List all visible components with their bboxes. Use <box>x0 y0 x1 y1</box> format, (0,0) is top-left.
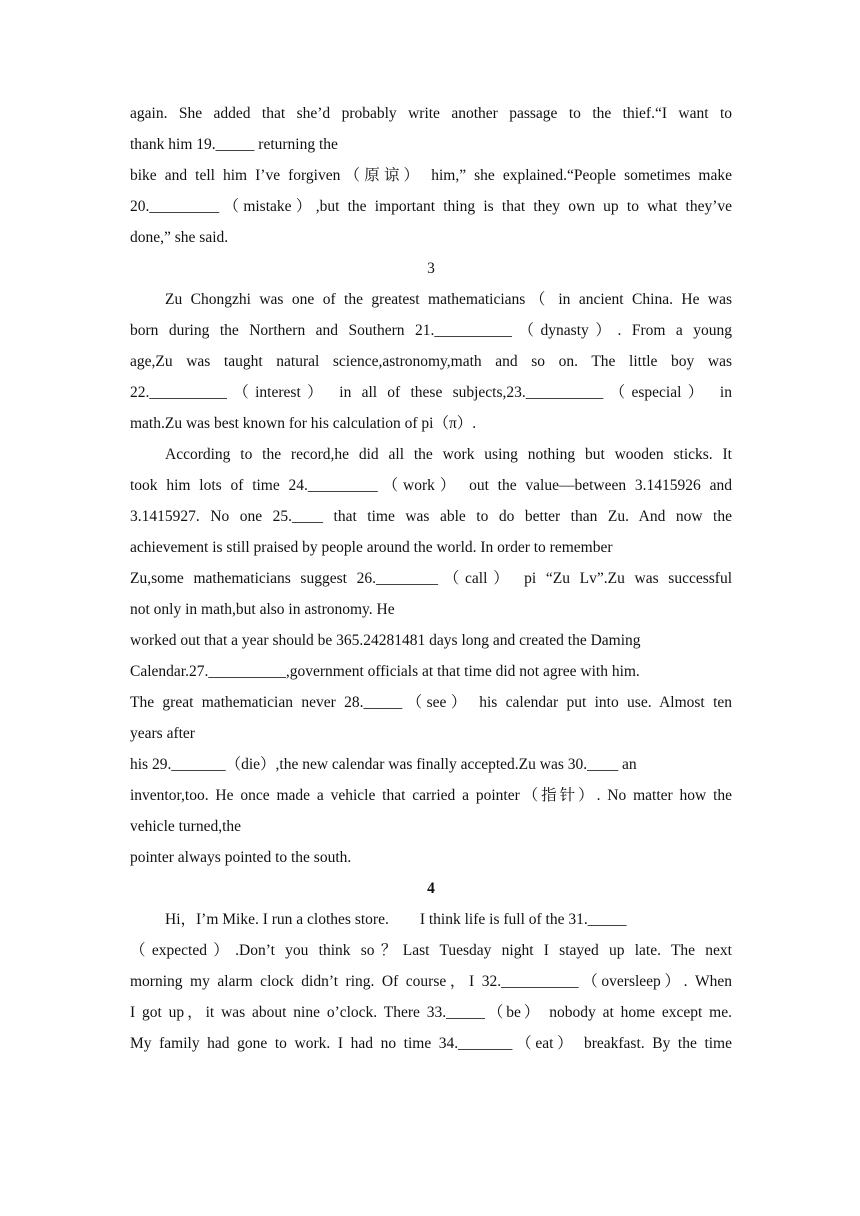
document-page <box>130 98 732 1059</box>
text-line: math.Zu was best known for his calculation of pi（π）. <box>130 415 477 432</box>
text-line: I got up，it was about nine o’clock. There 33._____（be） nobody at home except me. <box>130 1004 732 1021</box>
text-line: My family had gone to work. I had no time 34._______（eat） breakfast. By the time <box>130 1035 732 1052</box>
text-line: Zu Chongzhi was one of the greatest mathematicians（ in ancient China. He was <box>165 291 732 308</box>
text-line: worked out that a year should be 365.24281481 days long and created the Daming <box>130 632 641 649</box>
text-line: thank him 19._____ returning the <box>130 136 338 153</box>
text-line: born during the Northern and Southern 21.__________（dynasty）. From a young <box>130 322 732 339</box>
text-line: pointer always pointed to the south. <box>130 849 352 866</box>
text-line: 3.1415927. No one 25.____ that time was able to do better than Zu. And now the <box>130 508 732 525</box>
text-line: inventor,too. He once made a vehicle that carried a pointer（指针）. No matter how the <box>130 787 732 804</box>
text-line: vehicle turned,the <box>130 818 242 835</box>
section-heading-4: 4 <box>427 880 435 897</box>
text-line: The great mathematician never 28._____（see） his calendar put into use. Almost ten <box>130 694 732 711</box>
text-line: achievement is still praised by people around the world. In order to remember <box>130 539 613 556</box>
text-line: years after <box>130 725 195 742</box>
text-line: again. She added that she’d probably write another passage to the thief.“I want to <box>130 105 732 122</box>
text-line: Zu,some mathematicians suggest 26.________（call） pi “Zu Lv”.Zu was successful <box>130 570 732 587</box>
text-line: his 29._______（die）,the new calendar was finally accepted.Zu was 30.____ an <box>130 756 637 773</box>
text-line: （expected）.Don’t you think so？Last Tuesday night I stayed up late. The next <box>130 942 732 959</box>
text-line: morning my alarm clock didn’t ring. Of course，I 32.__________（oversleep）. When <box>130 973 732 990</box>
text-line: bike and tell him I’ve forgiven（原谅） him,” she explained.“People sometimes make <box>130 167 732 184</box>
text-line: Calendar.27.__________,government officials at that time did not agree with him. <box>130 663 640 680</box>
text-line: Hi，I’m Mike. I run a clothes store. I think life is full of the 31._____ <box>165 911 627 928</box>
text-line: According to the record,he did all the work using nothing but wooden sticks. It <box>165 446 732 463</box>
text-line: took him lots of time 24._________（work） out the value—between 3.1415926 and <box>130 477 732 494</box>
section-heading-3: 3 <box>427 260 435 277</box>
text-line: 22.__________（interest） in all of these subjects,23.__________（especial） in <box>130 384 732 401</box>
text-line: not only in math,but also in astronomy. He <box>130 601 395 618</box>
text-line: done,” she said. <box>130 229 229 246</box>
text-line: 20._________（mistake）,but the important thing is that they own up to what they’ve <box>130 198 732 215</box>
text-line: age,Zu was taught natural science,astronomy,math and so on. The little boy was <box>130 353 732 370</box>
